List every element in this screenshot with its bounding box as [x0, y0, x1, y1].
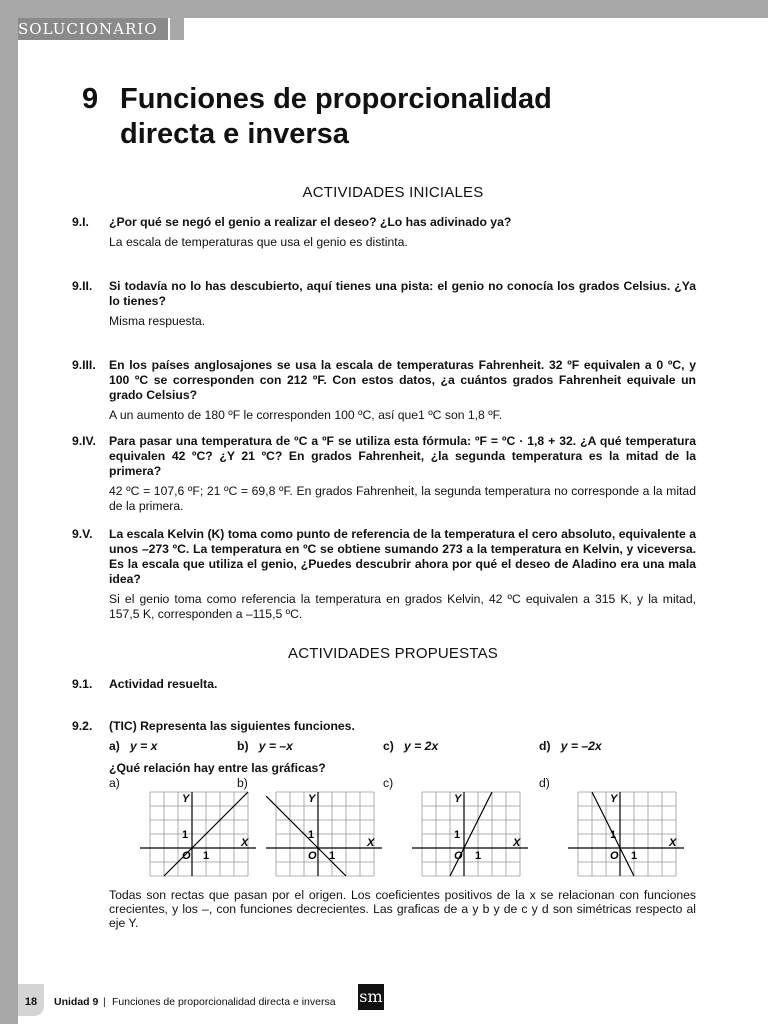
x-axis-label: X: [241, 837, 249, 849]
x-tick-label: 1: [329, 850, 336, 862]
publisher-logo: sm: [358, 984, 384, 1010]
activity-question: (TIC) Representa las siguientes funciones.: [109, 719, 355, 733]
activity-9-III: [72, 358, 696, 423]
y-tick-label: 1: [182, 829, 189, 841]
page: [18, 18, 768, 1024]
section-proposed: ACTIVIDADES PROPUESTAS: [288, 645, 498, 662]
function-item-b: b) y = –x: [237, 739, 293, 753]
activity-9-1: [72, 677, 696, 692]
activity-answer: La escala de temperaturas que usa el genio es distinta.: [109, 235, 408, 249]
activity-question: ¿Por qué se negó el genio a realizar el deseo? ¿Lo has adivinado ya?: [109, 215, 512, 229]
chapter-number: 9: [82, 83, 99, 115]
y-axis-label: Y: [454, 793, 462, 805]
activity-9-II: [72, 279, 696, 329]
activity-question: Si todavía no lo has descubierto, aquí tienes una pista: el genio no conocía los grados Celsius. ¿Ya lo tienes?: [109, 279, 696, 308]
activity-number: 9.2.: [72, 719, 93, 733]
activity-answer: Misma respuesta.: [109, 314, 206, 328]
graph-d: [558, 790, 684, 902]
activity-number: 9.II.: [72, 279, 93, 293]
graph-label-d: d): [539, 776, 550, 790]
y-axis-label: Y: [308, 793, 316, 805]
function-item-c: c) y = 2x: [383, 739, 439, 753]
x-axis-label: X: [513, 837, 521, 849]
activity-question: Actividad resuelta.: [109, 677, 218, 691]
function-formula: y = –x: [258, 739, 293, 753]
activity-question: La escala Kelvin (K) toma como punto de referencia de la temperatura el cero absoluto, equivalente a unos –273 ºC. La temperatura en ºC se obtiene sumando 273 a la temperatura en Kelvin, y viceversa. Es la escala que utiliza el genio, ¿Puedes descubrir ahora por qué el deseo de Aladino era una mala idea?: [109, 527, 696, 586]
footer-separator: |: [103, 996, 106, 1008]
function-line: [266, 796, 346, 876]
function-formula: y = 2x: [404, 739, 439, 753]
y-tick-label: 1: [610, 829, 617, 841]
function-formula: y = –2x: [560, 739, 602, 753]
footer: [18, 984, 768, 1024]
page-number: 18: [18, 984, 44, 1016]
y-tick-label: 1: [308, 829, 315, 841]
y-axis-label: Y: [182, 793, 190, 805]
x-tick-label: 1: [203, 850, 210, 862]
origin-label: O: [308, 850, 317, 862]
activity-9-2-answer: Todas son rectas que pasan por el origen. Los coeficientes positivos de la x se relacionan con funciones crecientes, y los –, con funciones decrecientes. Las graficas de a y b y de c y d son simétricas respecto al eje Y.: [109, 888, 696, 930]
activity-answer: 42 ºC = 107,6 ºF; 21 ºC = 69,8 ºF. En grados Fahrenheit, la segunda temperatura no corresponde a la mitad de la primera.: [109, 484, 696, 513]
activity-9-2: [72, 719, 696, 734]
function-item-a: a) y = x: [109, 739, 158, 753]
activity-number: 9.I.: [72, 215, 89, 229]
function-formula: y = x: [130, 739, 158, 753]
chapter-title-line-1: Funciones de proporcionalidad: [120, 83, 552, 115]
activity-9-V: [72, 527, 696, 622]
origin-label: O: [610, 850, 619, 862]
graph-c: [402, 790, 528, 902]
activity-number: 9.1.: [72, 677, 93, 691]
graph-label-a: a): [109, 776, 120, 790]
graph-a: [130, 790, 256, 902]
origin-label: O: [182, 850, 191, 862]
activity-number: 9.III.: [72, 358, 96, 372]
activity-number: 9.V.: [72, 527, 93, 541]
x-tick-label: 1: [631, 850, 638, 862]
x-axis-label: X: [669, 837, 677, 849]
x-tick-label: 1: [475, 850, 482, 862]
footer-unit: Unidad 9: [54, 996, 99, 1008]
function-item-d: d) y = –2x: [539, 739, 602, 753]
chapter-title-line-2: directa e inversa: [120, 118, 349, 150]
activity-answer: Si el genio toma como referencia la temperatura en grados Kelvin, 42 ºC equivalen a 315 K, y la mitad, 157,5 K, corresponden a –115,5 ºC.: [109, 592, 696, 621]
section-initial: ACTIVIDADES INICIALES: [302, 184, 484, 201]
origin-label: O: [454, 850, 463, 862]
y-axis-label: Y: [610, 793, 618, 805]
activity-question: En los países anglosajones se usa la escala de temperaturas Fahrenheit. 32 ºF equivalen a 0 ºC, y 100 ºC se corresponden con 212 ºF. Con estos datos, ¿a cuántos grados Fahrenheit equivale un grado Celsius?: [109, 358, 696, 402]
graph-label-c: c): [383, 776, 394, 790]
x-axis-label: X: [367, 837, 375, 849]
y-tick-label: 1: [454, 829, 461, 841]
activity-9-IV: [72, 434, 696, 514]
chapter-title: [82, 82, 702, 152]
activity-number: 9.IV.: [72, 434, 96, 448]
graph-label-b: b): [237, 776, 248, 790]
subquestion: ¿Qué relación hay entre las gráficas?: [109, 761, 326, 775]
graph-b: [256, 790, 382, 902]
header-banner: [18, 18, 184, 40]
activity-9-I: [72, 215, 696, 250]
footer-description: Funciones de proporcionalidad directa e inversa: [112, 996, 336, 1008]
activity-question: Para pasar una temperatura de ºC a ºF se utiliza esta fórmula: ºF = ºC · 1,8 + 32. ¿A qué temperatura equivalen 42 ºC? ¿Y 21 ºC? En grados Fahrenheit, ¿la segunda temperatura es la mitad de la primera?: [109, 434, 696, 478]
banner-title: SOLUCIONARIO: [18, 18, 170, 40]
activity-answer: A un aumento de 180 ºF le corresponden 100 ºC, así que1 ºC son 1,8 ºF.: [109, 408, 503, 422]
